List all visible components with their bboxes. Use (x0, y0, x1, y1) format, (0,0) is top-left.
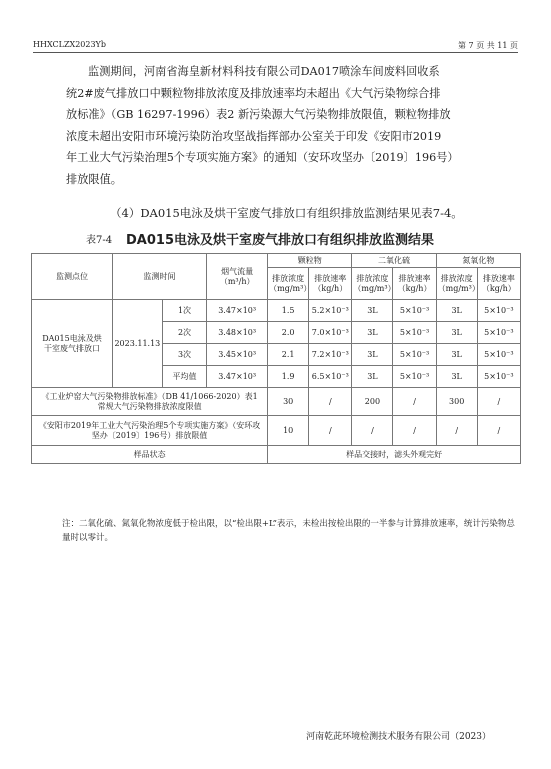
monitoring-point: DA015电泳及烘干室废气排放口 (32, 300, 113, 388)
page-footer: 河南乾茈环境检测技术服务有限公司（2023） (306, 732, 491, 742)
header-nox-rate: 排放速率 （kg/h） (477, 268, 520, 300)
table-row (32, 300, 521, 322)
cell-nox-conc: 3L (436, 344, 477, 366)
cell-so2-conc: 3L (352, 366, 393, 388)
cell-so2-conc: 3L (352, 322, 393, 344)
cell-nox-rate: 5×10⁻³ (477, 300, 520, 322)
cell-flow: 3.45×10³ (207, 344, 268, 366)
cell-pm-rate: 5.2×10⁻³ (309, 300, 352, 322)
cell-nox-rate: / (477, 388, 520, 416)
sample-state-label: 样品状态 (32, 446, 268, 464)
cell-flow: 3.47×10³ (207, 366, 268, 388)
row-label: 2次 (162, 322, 206, 344)
cell-nox-conc: 3L (436, 300, 477, 322)
cell-pm-rate: / (309, 416, 352, 446)
table-row (32, 416, 521, 446)
monitoring-date: 2023.11.13 (112, 300, 162, 388)
cell-pm-conc: 1.9 (268, 366, 309, 388)
cell-so2-rate: 5×10⁻³ (393, 300, 436, 322)
cell-nox-conc: / (436, 416, 477, 446)
cell-pm-conc: 10 (268, 416, 309, 446)
cell-so2-rate: / (393, 416, 436, 446)
cell-nox-conc: 300 (436, 388, 477, 416)
monitoring-results-table (31, 253, 521, 464)
header-point: 监测点位 (32, 254, 113, 300)
cell-pm-rate: 7.2×10⁻³ (309, 344, 352, 366)
cell-so2-conc: 200 (352, 388, 393, 416)
cell-pm-rate: 6.5×10⁻³ (309, 366, 352, 388)
cell-nox-conc: 3L (436, 322, 477, 344)
cell-nox-rate: 5×10⁻³ (477, 322, 520, 344)
row-label: 3次 (162, 344, 206, 366)
cell-nox-rate: / (477, 416, 520, 446)
table-note: 注：二氧化硫、氮氧化物浓度低于检出限，以“检出限+L”表示，未检出按检出限的一半参与计算排放速率，统计污染物总量时以零计。 (62, 519, 515, 543)
cell-nox-conc: 3L (436, 366, 477, 388)
cell-so2-conc: 3L (352, 344, 393, 366)
cell-so2-conc: 3L (352, 300, 393, 322)
header-flow-label: 烟气流量 (221, 266, 254, 276)
header-pm-conc: 排放浓度 （mg/m³） (268, 268, 309, 300)
section-heading: （4）DA015电泳及烘干室废气排放口有组织排放监测结果见表7-4。 (110, 206, 463, 220)
cell-so2-rate: 5×10⁻³ (393, 322, 436, 344)
header-time: 监测时间 (112, 254, 206, 300)
cell-nox-rate: 5×10⁻³ (477, 366, 520, 388)
row-label: 平均值 (162, 366, 206, 388)
header-nox: 氮氧化物 (436, 254, 520, 268)
paragraph-line: 监测期间，河南省海皇新材料科技有限公司DA017喷涂车间废料回收系 (88, 65, 440, 78)
table-number: 表7-4 (86, 235, 113, 246)
cell-pm-conc: 2.0 (268, 322, 309, 344)
cell-so2-rate: 5×10⁻³ (393, 366, 436, 388)
cell-pm-conc: 2.1 (268, 344, 309, 366)
cell-flow: 3.48×10³ (207, 322, 268, 344)
page-number: 第 7 页 共 11 页 (458, 41, 518, 50)
cell-flow: 3.47×10³ (207, 300, 268, 322)
header-so2-rate: 排放速率 （kg/h） (393, 268, 436, 300)
cell-nox-rate: 5×10⁻³ (477, 344, 520, 366)
standard-2-label: 《安阳市2019年工业大气污染治理5个专项实施方案》（安环攻坚办〔2019〕196号）排放限值 (32, 416, 268, 446)
table-row (32, 446, 521, 464)
header-so2-conc: 排放浓度 （mg/m³） (352, 268, 393, 300)
paragraph-line: 排放限值。 (66, 172, 122, 186)
cell-so2-rate: / (393, 388, 436, 416)
cell-pm-rate: 7.0×10⁻³ (309, 322, 352, 344)
paragraph-line: 年工业大气污染治理5个专项实施方案》的通知（安环攻坚办〔2019〕196号） (66, 151, 459, 165)
page-header (33, 38, 518, 53)
cell-so2-conc: / (352, 416, 393, 446)
sample-state-value: 样品交接时，滤头外观完好 (268, 446, 521, 464)
header-flow (207, 254, 268, 300)
paragraph-line: 统2#废气排放口中颗粒物排放浓度及排放速率均未超出《大气污染物综合排 (66, 86, 441, 100)
standard-1-label: 《工业炉窑大气污染物排放标准》（DB 41/1066-2020）表1 常规大气污染物排放浓度限值 (32, 388, 268, 416)
cell-pm-conc: 1.5 (268, 300, 309, 322)
paragraph-line: 放标准》（GB 16297-1996）表2 新污染源大气污染物排放限值，颗粒物排放 (66, 108, 451, 122)
paragraph-line: 浓度未超出安阳市环境污染防治攻坚战指挥部办公室关于印发《安阳市2019 (66, 129, 442, 143)
cell-pm-rate: / (309, 388, 352, 416)
header-flow-unit: （m³/h） (219, 276, 255, 286)
header-pm-rate: 排放速率 （kg/h） (309, 268, 352, 300)
cell-so2-rate: 5×10⁻³ (393, 344, 436, 366)
header-so2: 二氧化硫 (352, 254, 436, 268)
cell-pm-conc: 30 (268, 388, 309, 416)
report-code: HHXCLZX2023Yb (33, 40, 106, 49)
header-pm: 颗粒物 (268, 254, 352, 268)
paragraph-monitoring-da017 (66, 61, 513, 191)
table-title: DA015电泳及烘干室废气排放口有组织排放监测结果 (126, 233, 434, 248)
header-nox-conc: 排放浓度 （mg/m³） (436, 268, 477, 300)
row-label: 1次 (162, 300, 206, 322)
table-row (32, 388, 521, 416)
table-caption (86, 231, 506, 246)
